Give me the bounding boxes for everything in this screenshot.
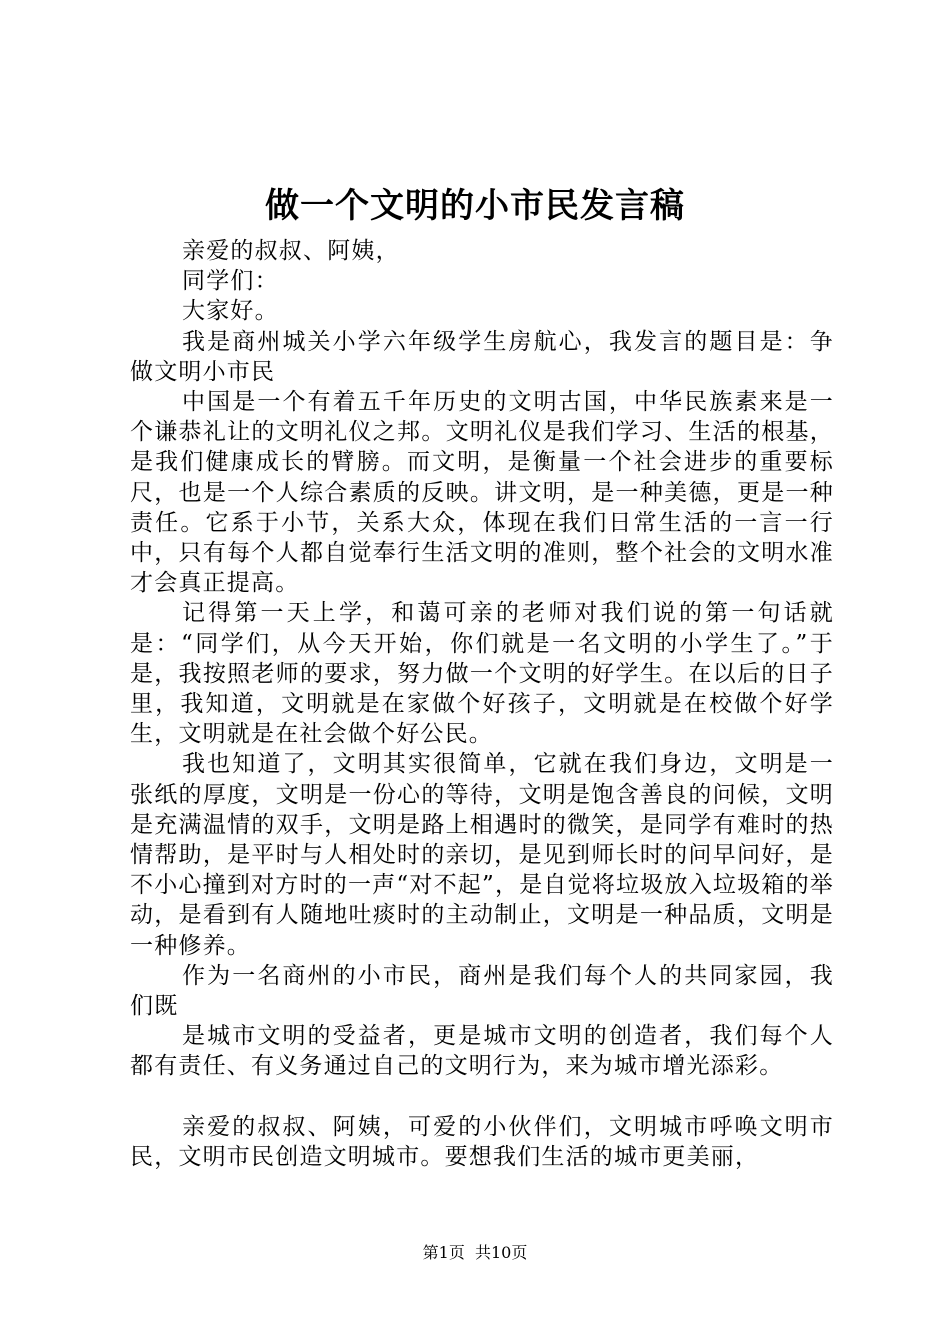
paragraph-introduction: 我是商州城关小学六年级学生房航心，我发言的题目是：争做文明小市民 [130,328,834,385]
paragraph-first-day-school: 记得第一天上学，和蔼可亲的老师对我们说的第一句话就是：“同学们，从今天开始，你们就是一名文明的小学生了。”于是，我按照老师的要求，努力做一个文明的好学生。在以后的日子里，我知道，文明就是在家做个好孩子，文明就是在校做个好学生，文明就是在社会做个好公民。 [130,600,834,748]
page-number: 第1页 共10页 [422,1243,528,1262]
paragraph-hello: 大家好。 [182,298,279,325]
document-title: 做一个文明的小市民发言稿 [265,186,685,226]
paragraph-civilization-simple: 我也知道了，文明其实很简单，它就在我们身边，文明是一张纸的厚度，文明是一份心的等待，文明是饱含善良的问候，文明是充满温情的双手，文明是路上相遇时的微笑，是同学有难时的热情帮助，是平时与人相处时的亲切，是见到师长时的问早问好，是不小心撞到对方时的一声“对不起”，是自觉将垃圾放入垃圾箱的举动，是看到有人随地吐痰时的主动制止，文明是一种品质，文明是一种修养。 [130,751,834,959]
blank-line [130,1082,834,1112]
paragraph-call-to-action: 亲爱的叔叔、阿姨，可爱的小伙伴们，文明城市呼唤文明市民，文明市民创造文明城市。要想我们生活的城市更美丽， [130,1113,834,1171]
paragraph-greeting-elders: 亲爱的叔叔、阿姨， [182,238,400,264]
document-body [130,236,834,1172]
page-footer [0,1242,950,1264]
paragraph-shangzhou-citizen: 作为一名商州的小市民，商州是我们每个人的共同家园，我们既 [130,962,834,1020]
paragraph-greeting-classmates: 同学们： [182,268,279,295]
paragraph-china-civilization: 中国是一个有着五千年历史的文明古国，中华民族素来是一个谦恭礼让的文明礼仪之邦。文明礼仪是我们学习、生活的根基，是我们健康成长的臂膀。而文明，是衡量一个社会进步的重要标尺，也是一个人综合素质的反映。讲文明，是一种美德，更是一种责任。它系于小节，关系大众，体现在我们日常生活的一言一行中，只有每个人都自觉奉行生活文明的准则，整个社会的文明水准才会真正提高。 [130,389,834,597]
paragraph-city-beneficiary: 是城市文明的受益者，更是城市文明的创造者，我们每个人都有责任、有义务通过自己的文明行为，来为城市增光添彩。 [130,1023,834,1080]
